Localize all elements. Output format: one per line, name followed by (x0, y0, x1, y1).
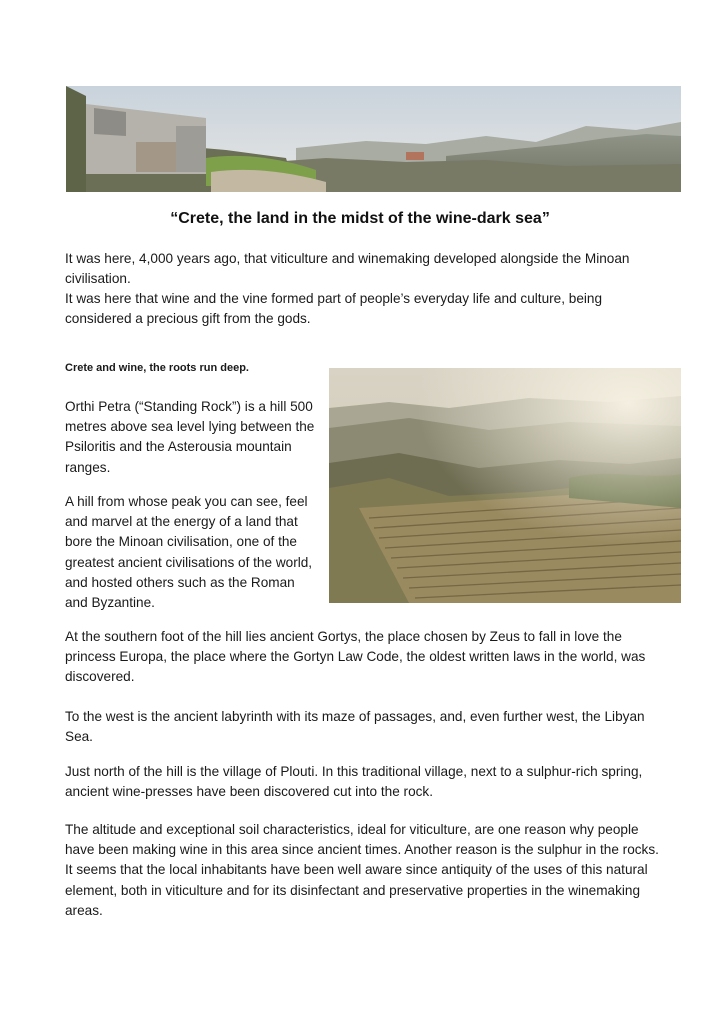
section-heading: Crete and wine, the roots run deep. (65, 362, 249, 374)
side-paragraph-1: Orthi Petra (“Standing Rock”) is a hill 500 metres above sea level lying between the Psiloritis and the Asterousia mountain ranges. (65, 399, 315, 475)
intro-paragraph-2: It was here that wine and the vine formed part of people’s everyday life and culture, being considered a precious gift from the gods. (65, 291, 603, 327)
side-paragraph-2: A hill from whose peak you can see, feel and marvel at the energy of a land that bore the Minoan civilisation, one of the greatest ancient civilisations of the world, and hosted others such as the Roman and Byzantine. (65, 494, 313, 611)
page-title: “Crete, the land in the midst of the wine-dark sea” (170, 210, 550, 227)
vineyard-illustration (329, 368, 681, 603)
winery-landscape-illustration (66, 86, 681, 192)
body-paragraph-1: At the southern foot of the hill lies ancient Gortys, the place chosen by Zeus to fall in love the princess Europa, the place where the Gortyn Law Code, the oldest written laws in the world, was discovered. (65, 629, 646, 685)
body-paragraph-4: The altitude and exceptional soil characteristics, ideal for viticulture, are one reason why people have been making wine in this area since ancient times. Another reason is the sulphur in the rocks. It seems that the local inhabitants have been well aware since antiquity of the uses of this natural element, both in viticulture and for its disinfectant and preservative properties in the winemaking areas. (65, 822, 659, 918)
winery-landscape-photo (66, 86, 681, 192)
intro-paragraph-1: It was here, 4,000 years ago, that viticulture and winemaking developed alongside the Minoan civilisation. (65, 251, 630, 287)
vineyard-hills-photo (329, 368, 681, 603)
body-paragraph-3: Just north of the hill is the village of Plouti. In this traditional village, next to a sulphur-rich spring, ancient wine-presses have been discovered cut into the rock. (65, 764, 643, 800)
body-paragraph-2: To the west is the ancient labyrinth with its maze of passages, and, even further west, the Libyan Sea. (65, 709, 645, 745)
